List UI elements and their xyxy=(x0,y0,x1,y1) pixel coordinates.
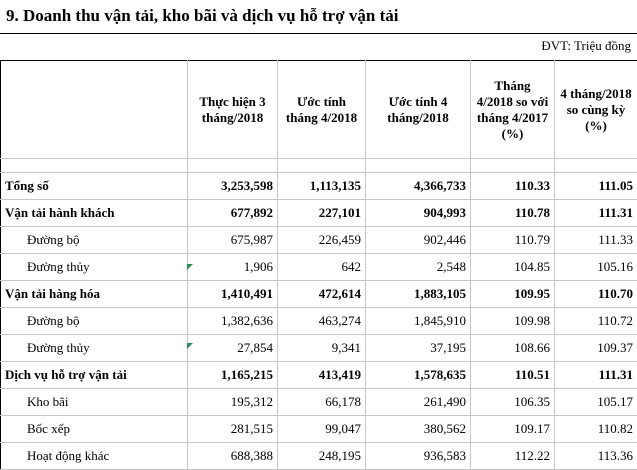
value-cell: 27,854 xyxy=(188,335,278,362)
value-cell: 110.70 xyxy=(555,281,637,308)
value-cell: 380,562 xyxy=(366,416,471,443)
table-row xyxy=(1,308,637,335)
value-cell: 110.72 xyxy=(555,308,637,335)
value-cell: 226,459 xyxy=(278,227,366,254)
value-cell: 261,490 xyxy=(366,389,471,416)
value-cell: 936,583 xyxy=(366,443,471,470)
header-row xyxy=(1,61,637,159)
value-cell: 902,446 xyxy=(366,227,471,254)
value-cell: 105.16 xyxy=(555,254,637,281)
value-cell: 99,047 xyxy=(278,416,366,443)
value-cell: 1,845,910 xyxy=(366,308,471,335)
value-cell: 113.36 xyxy=(555,443,637,470)
value-cell: 413,419 xyxy=(278,362,366,389)
row-label: Đường thủy xyxy=(1,254,188,281)
value-cell: 248,195 xyxy=(278,443,366,470)
table-row xyxy=(1,281,637,308)
header-cell-2: Ước tính tháng 4/2018 xyxy=(278,61,366,159)
value-cell: 111.31 xyxy=(555,200,637,227)
revenue-table xyxy=(0,60,637,470)
unit-label: ĐVT: Triệu đồng xyxy=(541,38,631,54)
value-cell: 1,883,105 xyxy=(366,281,471,308)
value-cell: 110.51 xyxy=(471,362,555,389)
value-cell: 109.95 xyxy=(471,281,555,308)
value-cell: 109.98 xyxy=(471,308,555,335)
value-cell: 1,906 xyxy=(188,254,278,281)
value-cell: 110.79 xyxy=(471,227,555,254)
row-label: Tổng số xyxy=(1,173,188,200)
row-label: Đường thủy xyxy=(1,335,188,362)
value-cell: 281,515 xyxy=(188,416,278,443)
title-bar xyxy=(0,0,637,34)
header-cell-5: 4 tháng/2018 so cùng kỳ (%) xyxy=(555,61,637,159)
value-cell: 688,388 xyxy=(188,443,278,470)
value-cell: 108.66 xyxy=(471,335,555,362)
value-cell: 1,410,491 xyxy=(188,281,278,308)
value-cell: 109.17 xyxy=(471,416,555,443)
table-row xyxy=(1,443,637,470)
spacer-row xyxy=(1,159,637,173)
value-cell: 463,274 xyxy=(278,308,366,335)
table-row xyxy=(1,254,637,281)
header-cell-4: Tháng 4/2018 so với tháng 4/2017 (%) xyxy=(471,61,555,159)
table-body xyxy=(1,159,637,470)
value-cell: 1,382,636 xyxy=(188,308,278,335)
value-cell: 112.22 xyxy=(471,443,555,470)
table-row xyxy=(1,227,637,254)
table-row xyxy=(1,200,637,227)
value-cell: 227,101 xyxy=(278,200,366,227)
value-cell: 677,892 xyxy=(188,200,278,227)
table-row xyxy=(1,389,637,416)
header-cell-3: Ước tính 4 tháng/2018 xyxy=(366,61,471,159)
value-cell: 111.31 xyxy=(555,362,637,389)
value-cell: 472,614 xyxy=(278,281,366,308)
value-cell: 106.35 xyxy=(471,389,555,416)
value-cell: 111.05 xyxy=(555,173,637,200)
table-row xyxy=(1,362,637,389)
header-cell-1: Thực hiện 3 tháng/2018 xyxy=(188,61,278,159)
value-cell: 904,993 xyxy=(366,200,471,227)
value-cell: 9,341 xyxy=(278,335,366,362)
row-label: Đường bộ xyxy=(1,227,188,254)
value-cell: 109.37 xyxy=(555,335,637,362)
comment-marker-icon xyxy=(187,264,193,270)
row-label: Hoạt động khác xyxy=(1,443,188,470)
value-cell: 110.82 xyxy=(555,416,637,443)
value-cell: 642 xyxy=(278,254,366,281)
table-row xyxy=(1,335,637,362)
unit-row xyxy=(0,34,637,60)
comment-marker-icon xyxy=(187,343,193,349)
page-title: 9. Doanh thu vận tải, kho bãi và dịch vụ hỗ trợ vận tải xyxy=(6,6,398,26)
table-row xyxy=(1,173,637,200)
value-cell: 1,165,215 xyxy=(188,362,278,389)
row-label: Bốc xếp xyxy=(1,416,188,443)
row-label: Dịch vụ hỗ trợ vận tải xyxy=(1,362,188,389)
value-cell: 1,578,635 xyxy=(366,362,471,389)
value-cell: 110.33 xyxy=(471,173,555,200)
value-cell: 110.78 xyxy=(471,200,555,227)
row-label: Đường bộ xyxy=(1,308,188,335)
header-cell-0 xyxy=(1,61,188,159)
value-cell: 4,366,733 xyxy=(366,173,471,200)
value-cell: 3,253,598 xyxy=(188,173,278,200)
value-cell: 195,312 xyxy=(188,389,278,416)
table-row xyxy=(1,416,637,443)
row-label: Vận tải hàng hóa xyxy=(1,281,188,308)
value-cell: 675,987 xyxy=(188,227,278,254)
row-label: Vận tải hành khách xyxy=(1,200,188,227)
value-cell: 66,178 xyxy=(278,389,366,416)
value-cell: 104.85 xyxy=(471,254,555,281)
value-cell: 1,113,135 xyxy=(278,173,366,200)
value-cell: 2,548 xyxy=(366,254,471,281)
value-cell: 111.33 xyxy=(555,227,637,254)
value-cell: 105.17 xyxy=(555,389,637,416)
row-label: Kho bãi xyxy=(1,389,188,416)
value-cell: 37,195 xyxy=(366,335,471,362)
